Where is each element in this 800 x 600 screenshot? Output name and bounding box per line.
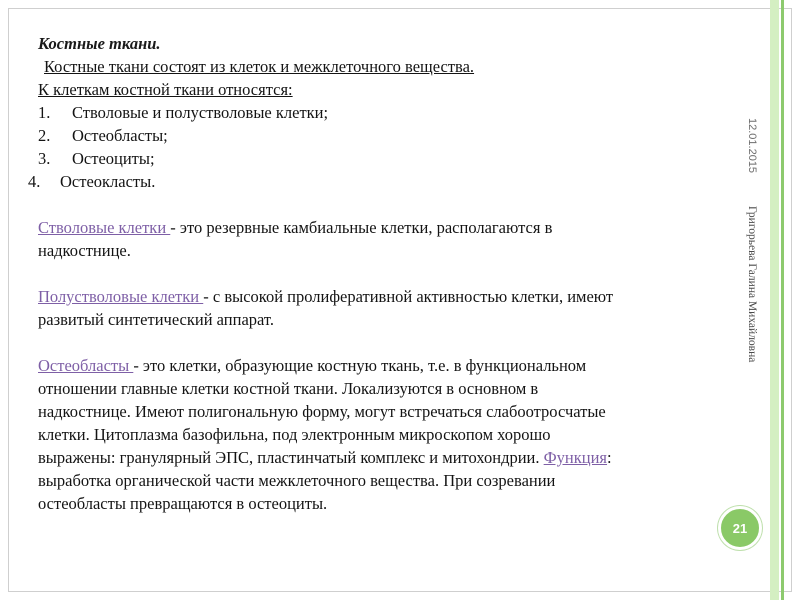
list-heading: К клеткам костной ткани относятся: xyxy=(38,80,293,99)
list-item xyxy=(38,147,753,170)
spacer xyxy=(38,331,753,354)
list-item-text: Остеокласты. xyxy=(60,172,156,191)
decorative-bar-light xyxy=(770,0,779,600)
paragraph-text-line: клетки. Цитоплазма базофильна, под электронным микроскопом хорошо xyxy=(38,425,551,444)
term-link-semistem-cells[interactable]: Полустволовые клетки xyxy=(38,287,204,306)
paragraph-text: - с высокой пролиферативной активностью клетки, имеют xyxy=(203,287,614,306)
list-item-number: 4. xyxy=(28,172,41,191)
slide-title: Костные ткани. xyxy=(38,34,161,53)
paragraph-text-line xyxy=(38,446,753,469)
term-link-osteoblasts[interactable]: Остеобласты xyxy=(38,356,134,375)
slide-content xyxy=(28,32,753,515)
slide-author: Григорьева Галина Михайловна xyxy=(746,206,758,363)
page-number-badge: 21 xyxy=(718,506,762,550)
term-link-stem-cells[interactable]: Стволовые клетки xyxy=(38,218,171,237)
paragraph-osteoblasts xyxy=(38,354,753,377)
paragraph-text: выражены: гранулярный ЭПС, пластинчатый комплекс и митохондрии. xyxy=(38,448,544,467)
term-link-function[interactable]: Функция xyxy=(543,448,608,467)
intro-line: Костные ткани состоят из клеток и межклеточного вещества. xyxy=(44,57,475,76)
paragraph-text-line: надкостнице. xyxy=(38,241,131,260)
paragraph-semistem-cells xyxy=(38,285,753,308)
paragraph-text-line: выработка органической части межклеточного вещества. При созревании xyxy=(38,471,556,490)
paragraph-text: : xyxy=(607,448,612,467)
list-item-number: 2. xyxy=(38,126,51,145)
paragraph-text-line: развитый синтетический аппарат. xyxy=(38,310,275,329)
list-item-number: 3. xyxy=(38,149,51,168)
decorative-bar-dark xyxy=(781,0,784,600)
list-item xyxy=(38,124,753,147)
paragraph-text-line: отношении главные клетки костной ткани. Локализуются в основном в xyxy=(38,379,539,398)
spacer xyxy=(38,193,753,216)
spacer xyxy=(38,262,753,285)
list-item-text: Остеобласты; xyxy=(72,126,168,145)
paragraph-text-line: надкостнице. Имеют полигональную форму, могут встречаться слабоотросчатые xyxy=(38,402,606,421)
paragraph-text: - это клетки, образующие костную ткань, т.е. в функциональном xyxy=(133,356,587,375)
paragraph-text-line: остеобласты превращаются в остеоциты. xyxy=(38,494,328,513)
paragraph-text: - это резервные камбиальные клетки, располагаются в xyxy=(170,218,553,237)
cell-list xyxy=(28,101,753,193)
list-item xyxy=(38,101,753,124)
list-item-text: Остеоциты; xyxy=(72,149,155,168)
list-item-number: 1. xyxy=(38,103,51,122)
paragraph-stem-cells xyxy=(38,216,753,239)
list-item-text: Стволовые и полустволовые клетки; xyxy=(72,103,329,122)
list-item xyxy=(28,170,753,193)
slide-date: 12.01.2015 xyxy=(746,118,758,174)
